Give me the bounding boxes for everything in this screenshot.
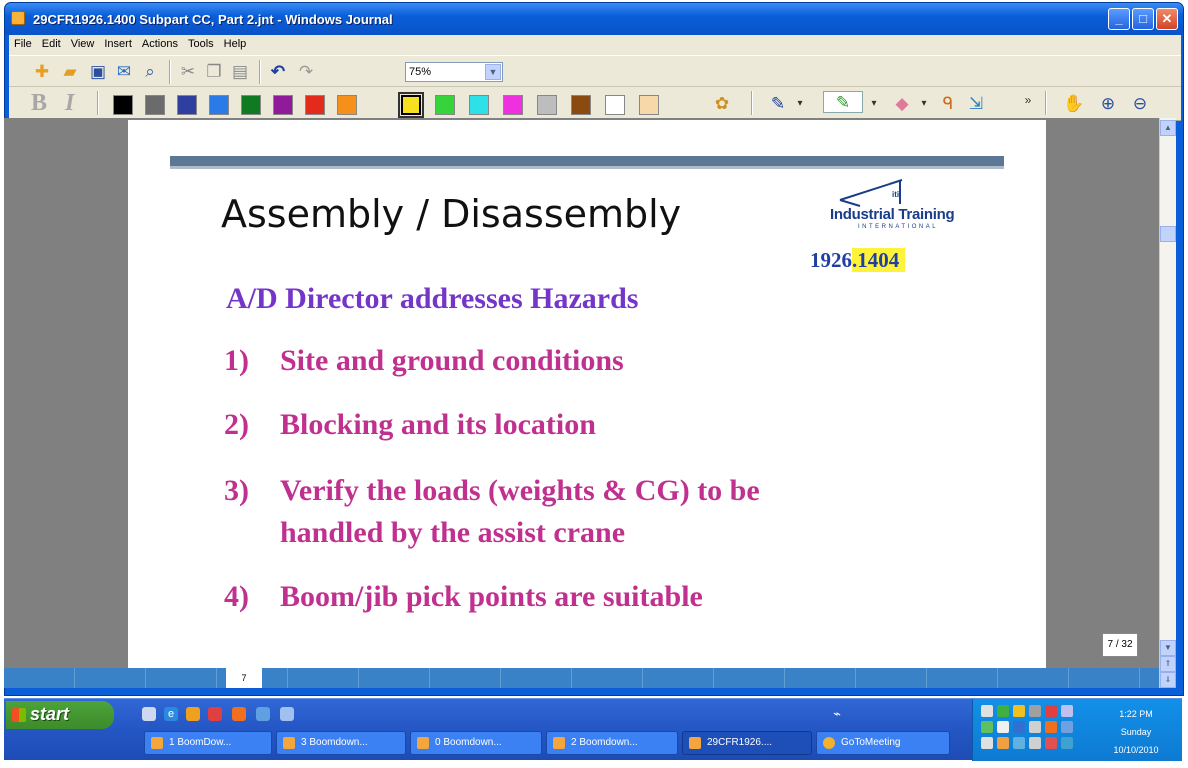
tray-icon[interactable] — [1029, 737, 1041, 749]
quicklaunch-icon[interactable] — [280, 707, 294, 721]
clock-day: Sunday — [1120, 727, 1152, 737]
color-swatch[interactable] — [241, 95, 261, 115]
color-swatch[interactable] — [537, 95, 557, 115]
journal-app-icon[interactable] — [11, 11, 25, 25]
color-swatch[interactable] — [337, 95, 357, 115]
firefox-icon[interactable] — [232, 707, 246, 721]
italic-button[interactable]: I — [65, 90, 75, 116]
taskbar — [4, 698, 1182, 760]
scroll-down-icon[interactable]: ▼ — [1160, 640, 1176, 656]
maximize-button[interactable]: □ — [1132, 8, 1154, 30]
highlighter-dropdown-icon[interactable]: ▾ — [871, 98, 877, 109]
clock-date: 10/10/2010 — [1113, 745, 1159, 755]
slide-top-band-underline — [170, 166, 1004, 169]
undo-icon[interactable]: ↶ — [270, 62, 286, 81]
tray-icon[interactable] — [1045, 721, 1057, 733]
zoom-in-icon[interactable]: ⊕ — [1100, 94, 1116, 113]
tray-icon[interactable] — [997, 737, 1009, 749]
zoom-out-icon[interactable]: ⊖ — [1132, 94, 1148, 113]
zoom-select[interactable] — [405, 62, 503, 82]
clock[interactable] — [1101, 705, 1171, 759]
open-folder-icon[interactable]: ▰ — [63, 62, 77, 81]
pen-icon[interactable]: ✎ — [770, 94, 786, 113]
ppt-icon — [553, 737, 565, 749]
cursor-pen-icon: ⌁ — [833, 706, 841, 721]
lasso-icon[interactable]: ᑫ — [942, 94, 954, 113]
list-text-continued: handled by the assist crane — [280, 516, 626, 549]
tray-icon[interactable] — [981, 721, 993, 733]
toolbar-separator — [259, 60, 261, 84]
start-button[interactable] — [6, 701, 114, 729]
color-swatch[interactable] — [639, 95, 659, 115]
tray-icon[interactable] — [997, 721, 1009, 733]
tray-icon[interactable] — [1013, 721, 1025, 733]
current-page-thumb[interactable]: 7 — [226, 668, 262, 688]
color-swatch[interactable] — [209, 95, 229, 115]
start-label: start — [30, 704, 70, 724]
color-swatch[interactable] — [503, 95, 523, 115]
list-number: 4) — [224, 580, 249, 613]
gotomeeting-icon — [823, 737, 835, 749]
chevron-down-icon[interactable]: ▼ — [485, 64, 501, 80]
toolbar-separator — [169, 60, 171, 84]
taskbar-button[interactable]: GoToMeeting — [816, 731, 950, 755]
window-title: 29CFR1926.1400 Subpart CC, Part 2.jnt - Windows Journal — [33, 12, 393, 27]
menu-view[interactable]: View — [70, 38, 95, 50]
eraser-icon[interactable]: ◆ — [895, 94, 909, 113]
menu-file[interactable]: File — [14, 38, 32, 50]
menu-insert[interactable]: Insert — [104, 38, 132, 50]
page-indicator: 7 / 32 — [1102, 633, 1138, 657]
list-number: 1) — [224, 344, 249, 377]
journal-page[interactable] — [128, 120, 1046, 668]
system-tray — [972, 699, 1182, 761]
tray-icon[interactable] — [981, 705, 993, 717]
tray-icon[interactable] — [1013, 737, 1025, 749]
color-swatch[interactable] — [273, 95, 293, 115]
toolbar-separator — [1045, 91, 1047, 115]
color-swatch[interactable] — [145, 95, 165, 115]
next-page-icon[interactable]: ⇓ — [1160, 672, 1176, 688]
tray-icon[interactable] — [981, 737, 993, 749]
tray-icon[interactable] — [1029, 705, 1041, 717]
zoom-value: 75% — [409, 66, 432, 78]
list-text: Boom/jib pick points are suitable — [280, 580, 703, 613]
slide-subtitle: A/D Director addresses Hazards — [226, 282, 639, 315]
logo-mark: iti — [892, 190, 900, 199]
taskbar-button[interactable]: 0 Boomdown... — [410, 731, 542, 755]
slide-top-band — [170, 156, 1004, 166]
scroll-thumb[interactable] — [1160, 226, 1176, 242]
tray-icon[interactable] — [1061, 721, 1073, 733]
save-icon[interactable]: ▣ — [89, 62, 107, 81]
color-swatch[interactable] — [605, 95, 625, 115]
messenger-icon[interactable] — [256, 707, 270, 721]
more-colors-icon[interactable]: ✿ — [714, 94, 730, 113]
more-tools-icon[interactable]: » — [1024, 93, 1032, 107]
list-number: 3) — [224, 474, 249, 507]
vertical-scrollbar[interactable] — [1159, 118, 1176, 688]
standard-number — [810, 248, 905, 273]
document-canvas — [4, 118, 1159, 668]
highlighted-standard-suffix: .1404 — [852, 248, 905, 272]
iti-logo — [812, 176, 992, 246]
highlighter-icon[interactable]: ✎ — [823, 91, 863, 113]
windows-flag-icon — [12, 708, 26, 722]
paste-icon[interactable]: ▤ — [231, 62, 249, 81]
ppt-icon — [283, 737, 295, 749]
color-swatch[interactable] — [113, 95, 133, 115]
close-button[interactable]: ✕ — [1156, 8, 1178, 30]
tray-icon[interactable] — [997, 705, 1009, 717]
minimize-button[interactable]: _ — [1108, 8, 1130, 30]
title-bar[interactable] — [5, 3, 1183, 35]
list-item — [224, 404, 596, 446]
ppt-icon — [417, 737, 429, 749]
new-note-icon[interactable]: ✚ — [34, 62, 50, 81]
tray-icon[interactable] — [1061, 737, 1073, 749]
menu-help[interactable]: Help — [223, 38, 247, 50]
menu-edit[interactable]: Edit — [41, 38, 61, 50]
scroll-up-icon[interactable]: ▲ — [1160, 120, 1176, 136]
taskbar-button[interactable]: 1 BoomDow... — [144, 731, 272, 755]
taskbar-button[interactable]: 3 Boomdown... — [276, 731, 406, 755]
bold-button[interactable]: B — [31, 90, 48, 116]
clock-time: 1:22 PM — [1119, 709, 1153, 719]
pen-toolbar — [9, 87, 1181, 121]
pen-dropdown-icon[interactable]: ▾ — [797, 98, 803, 109]
show-desktop-icon[interactable] — [142, 707, 156, 721]
standard-toolbar — [9, 55, 1181, 87]
logo-subtext: INTERNATIONAL — [858, 224, 939, 230]
color-swatch[interactable] — [305, 95, 325, 115]
internet-explorer-icon[interactable]: e — [164, 707, 178, 721]
logo-text: Industrial Training — [830, 206, 955, 223]
outlook-icon[interactable] — [186, 707, 200, 721]
tray-icon[interactable] — [1029, 721, 1041, 733]
hand-pan-icon[interactable]: ✋ — [1063, 94, 1085, 113]
slide-title: Assembly / Disassembly — [221, 192, 682, 236]
menu-tools[interactable]: Tools — [187, 38, 214, 50]
list-text: Verify the loads (weights & CG) to be — [280, 474, 760, 507]
color-swatch[interactable] — [571, 95, 591, 115]
copy-icon[interactable]: ❐ — [206, 62, 222, 81]
taskbar-button-active[interactable]: 29CFR1926.... — [682, 731, 812, 755]
tray-icon[interactable] — [1045, 705, 1057, 717]
standard-prefix: 1926 — [810, 248, 852, 272]
insert-space-icon[interactable]: ⇲ — [968, 94, 984, 113]
ppt-icon — [151, 737, 163, 749]
journal-icon — [689, 737, 701, 749]
list-item — [224, 470, 760, 554]
tray-icon[interactable] — [1061, 705, 1073, 717]
find-icon[interactable]: ⌕ — [145, 62, 155, 81]
eraser-dropdown-icon[interactable]: ▾ — [921, 98, 927, 109]
list-text: Blocking and its location — [280, 408, 596, 441]
taskbar-button[interactable]: 2 Boomdown... — [546, 731, 678, 755]
previous-page-icon[interactable]: ⇑ — [1160, 656, 1176, 672]
list-item — [224, 576, 703, 618]
toolbar-separator — [751, 91, 753, 115]
menu-bar — [9, 35, 1181, 55]
tray-icon[interactable] — [1045, 737, 1057, 749]
media-icon[interactable] — [208, 707, 222, 721]
toolbar-separator — [97, 91, 99, 115]
list-number: 2) — [224, 408, 249, 441]
color-swatch[interactable] — [435, 95, 455, 115]
tray-icon[interactable] — [1013, 705, 1025, 717]
color-swatch[interactable] — [469, 95, 489, 115]
list-item — [224, 340, 624, 382]
cut-icon[interactable]: ✂ — [180, 62, 196, 81]
page-thumbnail-strip[interactable] — [4, 668, 1159, 688]
color-swatch[interactable] — [177, 95, 197, 115]
color-swatch[interactable] — [401, 95, 421, 115]
send-mail-icon[interactable]: ✉ — [116, 62, 132, 81]
menu-actions[interactable]: Actions — [141, 38, 178, 50]
list-text: Site and ground conditions — [280, 344, 624, 377]
redo-icon[interactable]: ↷ — [298, 62, 314, 81]
